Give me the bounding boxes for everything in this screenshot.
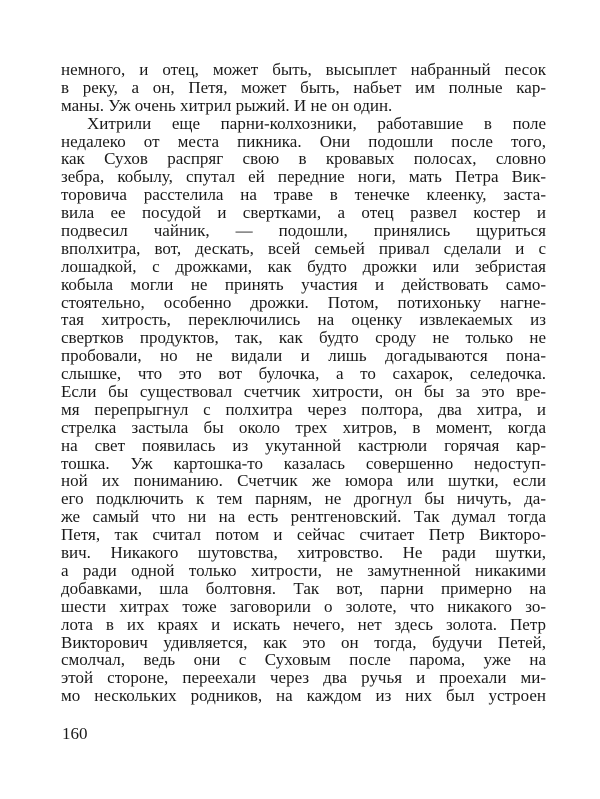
text-line: маны. Уж очень хитрил рыжий. И не он один.: [61, 95, 393, 115]
text-line: вила ее посудой и свертками, а отец развел костер и: [61, 203, 546, 223]
text-line: в реку, а он, Петя, может быть, набьет им полные кар-: [61, 77, 546, 97]
text-line: Викторович удивляется, как это он тогда, будучи Петей,: [61, 632, 546, 652]
text-line: свертков продуктов, так, как будто сроду не только не: [61, 328, 546, 348]
text-line: на свет появилась из укутанной кастрюли горячая кар-: [61, 435, 546, 455]
text-line: стоятельно, особенно дрожки. Потом, потихоньку нагне-: [61, 292, 546, 312]
text-line: слышке, что это вот булочка, а то сахарок, селедочка.: [61, 364, 546, 384]
text-line: тая хитрость, переключились на оценку извлекаемых из: [61, 310, 546, 330]
text-line: шести хитрах тоже заговорили о золоте, что никакого зо-: [61, 596, 546, 616]
text-line: Петя, так считал потом и сейчас считает Петр Викторо-: [61, 525, 546, 545]
text-line: как Сухов распряг свою в кровавых полосах, словно: [61, 149, 546, 169]
text-line: мя перепрыгнул с полхитра через полтора, два хитра, и: [61, 399, 546, 419]
text-line: кобыла могли не принять участия и действовать само-: [61, 274, 546, 294]
text-line: Хитрили еще парни-колхозники, работавшие в поле: [87, 113, 546, 133]
text-line: а ради одной только хитрости, не замутненной никакими: [61, 560, 546, 580]
text-line: стрелка застыла бы около трех хитров, в момент, когда: [61, 417, 546, 437]
text-line: Если бы существовал счетчик хитрости, он бы за это вре-: [61, 382, 546, 402]
book-page-text: [61, 61, 546, 705]
text-line: торовича расстелила на траве в тенечке клеенку, заста-: [61, 185, 546, 205]
text-line: вполхитра, вот, дескать, всей семьей привал сделали и с: [61, 238, 546, 258]
text-line: этой стороне, переехали через два ручья и проехали ми-: [61, 668, 546, 688]
text-line: смолчал, ведь они с Суховым после парома, уже на: [61, 650, 546, 670]
text-line: недалеко от места пикника. Они подошли после того,: [61, 131, 546, 151]
text-line: его подключить к тем парням, не дрогнул бы ничуть, да-: [61, 489, 546, 509]
text-line: вич. Никакого шутовства, хитровство. Не ради шутки,: [61, 543, 546, 563]
text-line: тошка. Уж картошка-то казалась совершенно недоступ-: [61, 453, 546, 473]
text-line: же самый что ни на есть рентгеновский. Так думал тогда: [61, 507, 546, 527]
text-line: лошадкой, с дрожками, как будто дрожки или зебристая: [61, 256, 546, 276]
text-line: пробовали, но не видали и лишь догадываются пона-: [61, 346, 546, 366]
text-line: ной их пониманию. Счетчик же юмора или шутки, если: [61, 471, 546, 491]
text-line: лота в их краях и искать нечего, нет здесь золота. Петр: [61, 614, 546, 634]
text-line: подвесил чайник, — подошли, принялись щуриться: [61, 221, 546, 241]
text-line: зебра, кобылу, спутал ей передние ноги, мать Петра Вик-: [61, 167, 546, 187]
text-line: добавками, шла болтовня. Так вот, парни примерно на: [61, 578, 546, 598]
page-number: 160: [62, 724, 88, 743]
text-line: немного, и отец, может быть, высыплет набранный песок: [61, 60, 546, 79]
text-line: мо нескольких родников, на каждом из них был устроен: [61, 686, 546, 706]
